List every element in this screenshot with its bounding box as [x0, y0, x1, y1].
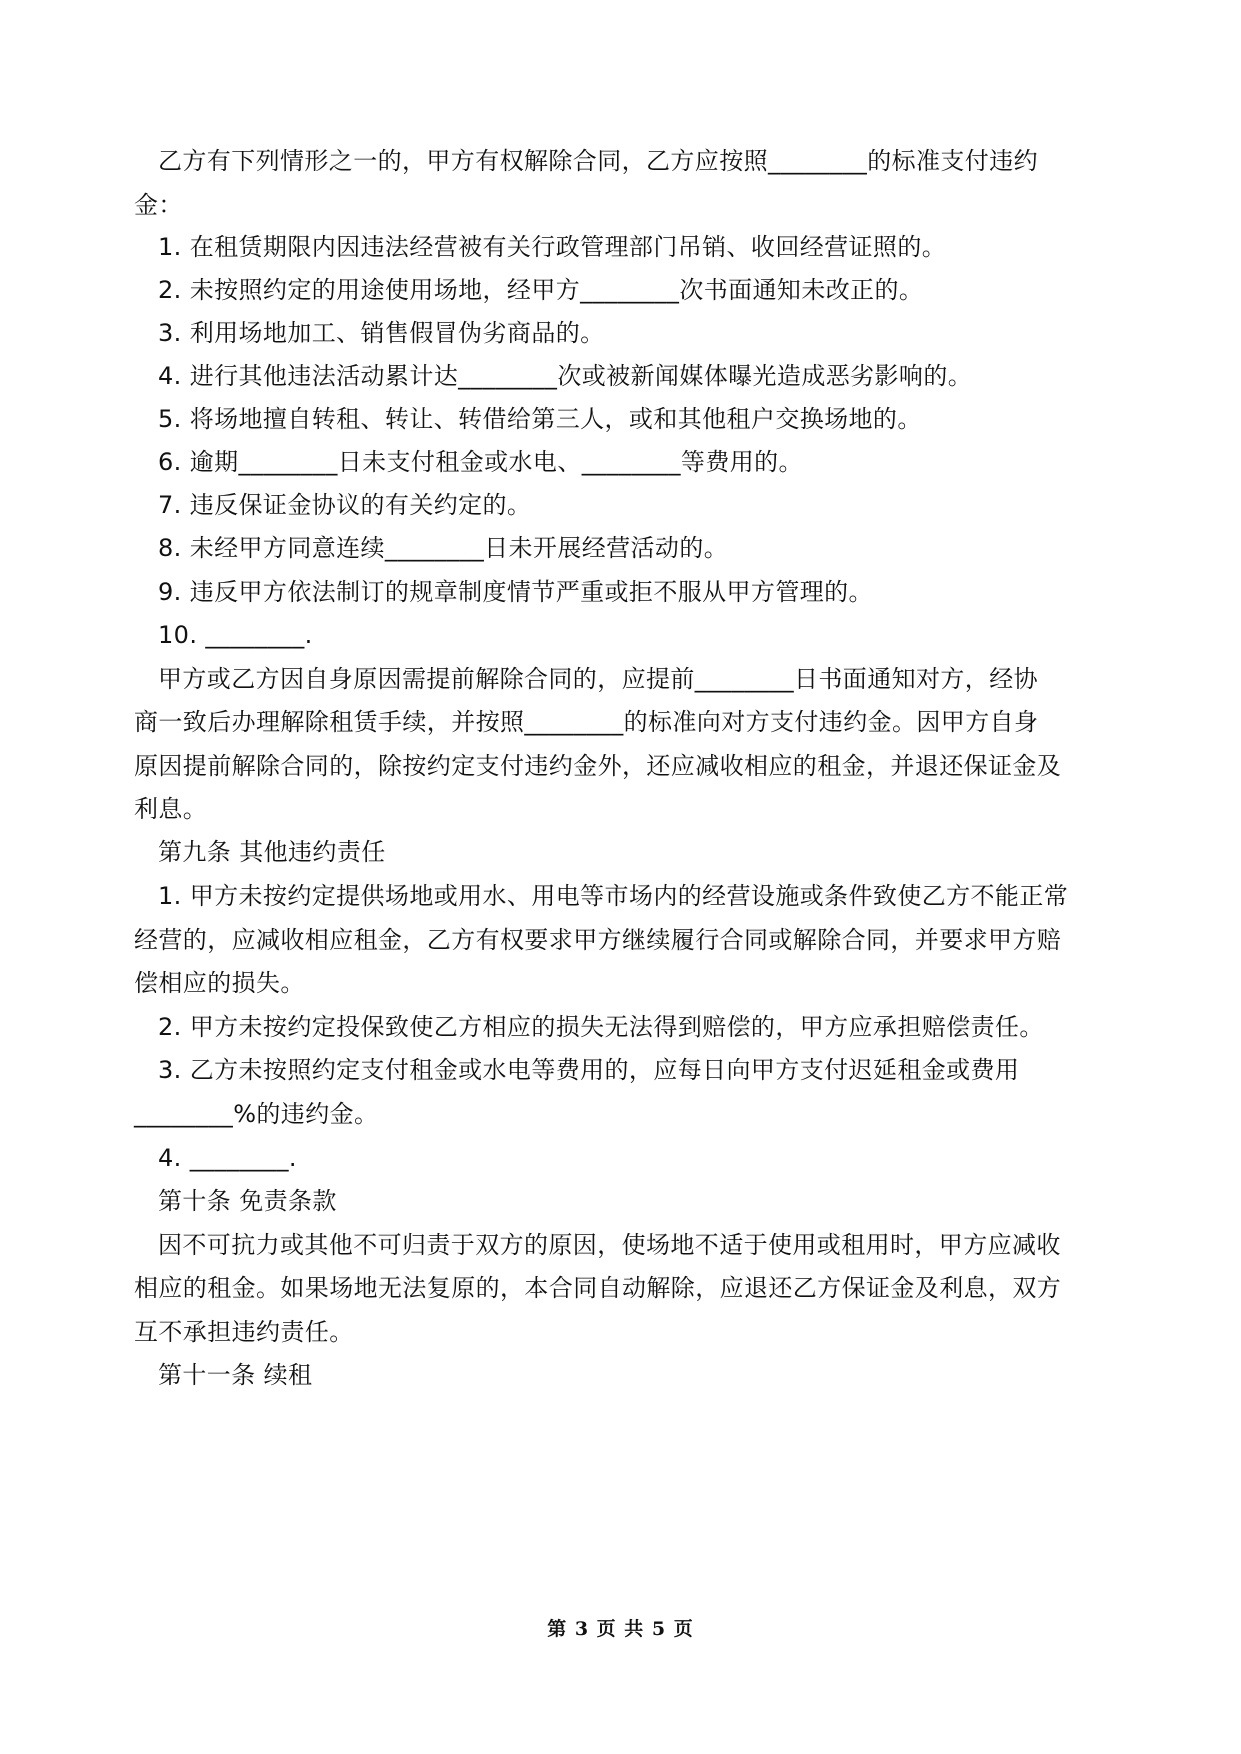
list-item: 1. 在租赁期限内因违法经营被有关行政管理部门吊销、收回经营证照的。	[158, 233, 947, 261]
list-item: 4. ________.	[158, 1144, 297, 1172]
paragraph-line: 甲方或乙方因自身原因需提前解除合同的，应提前________日书面通知对方，经协	[158, 665, 1038, 693]
section-heading: 第十一条 续租	[158, 1361, 313, 1389]
list-item: 2. 未按照约定的用途使用场地，经甲方________次书面通知未改正的。	[158, 276, 924, 304]
paragraph-line: 商一致后办理解除租赁手续，并按照________的标准向对方支付违约金。因甲方自身	[134, 708, 1039, 736]
list-item: 10. ________.	[158, 621, 313, 649]
list-item: 8. 未经甲方同意连续________日未开展经营活动的。	[158, 534, 729, 562]
list-item: 3. 利用场地加工、销售假冒伪劣商品的。	[158, 319, 605, 347]
paragraph-line: 互不承担违约责任。	[134, 1318, 354, 1346]
list-item: 2. 甲方未按约定投保致使乙方相应的损失无法得到赔偿的，甲方应承担赔偿责任。	[158, 1013, 1044, 1041]
page-number-footer: 第 3 页 共 5 页	[547, 1618, 694, 1640]
paragraph-line: 经营的，应减收相应租金，乙方有权要求甲方继续履行合同或解除合同，并要求甲方赔	[134, 926, 1062, 954]
paragraph-line: 金：	[134, 191, 183, 219]
section-heading: 第十条 免责条款	[158, 1187, 337, 1215]
paragraph-line: 原因提前解除合同的，除按约定支付违约金外，还应减收相应的租金，并退还保证金及	[134, 752, 1062, 780]
list-item: 7. 违反保证金协议的有关约定的。	[158, 491, 532, 519]
paragraph-line: 偿相应的损失。	[134, 969, 305, 997]
paragraph-line: 相应的租金。如果场地无法复原的，本合同自动解除，应退还乙方保证金及利息，双方	[134, 1274, 1062, 1302]
list-item: 3. 乙方未按照约定支付租金或水电等费用的，应每日向甲方支付迟延租金或费用	[158, 1056, 1020, 1084]
list-item: 6. 逾期________日未支付租金或水电、________等费用的。	[158, 448, 803, 476]
paragraph-line: 乙方有下列情形之一的，甲方有权解除合同，乙方应按照________的标准支付违约	[158, 147, 1038, 175]
list-item: 1. 甲方未按约定提供场地或用水、用电等市场内的经营设施或条件致使乙方不能正常	[158, 882, 1069, 910]
list-item: 5. 将场地擅自转租、转让、转借给第三人，或和其他租户交换场地的。	[158, 405, 922, 433]
paragraph-line: 利息。	[134, 795, 208, 823]
paragraph-line: ________%的违约金。	[134, 1100, 379, 1128]
paragraph-line: 因不可抗力或其他不可归责于双方的原因，使场地不适于使用或租用时，甲方应减收	[158, 1231, 1061, 1259]
list-item: 9. 违反甲方依法制订的规章制度情节严重或拒不服从甲方管理的。	[158, 578, 873, 606]
list-item: 4. 进行其他违法活动累计达________次或被新闻媒体曝光造成恶劣影响的。	[158, 362, 973, 390]
section-heading: 第九条 其他违约责任	[158, 838, 386, 866]
